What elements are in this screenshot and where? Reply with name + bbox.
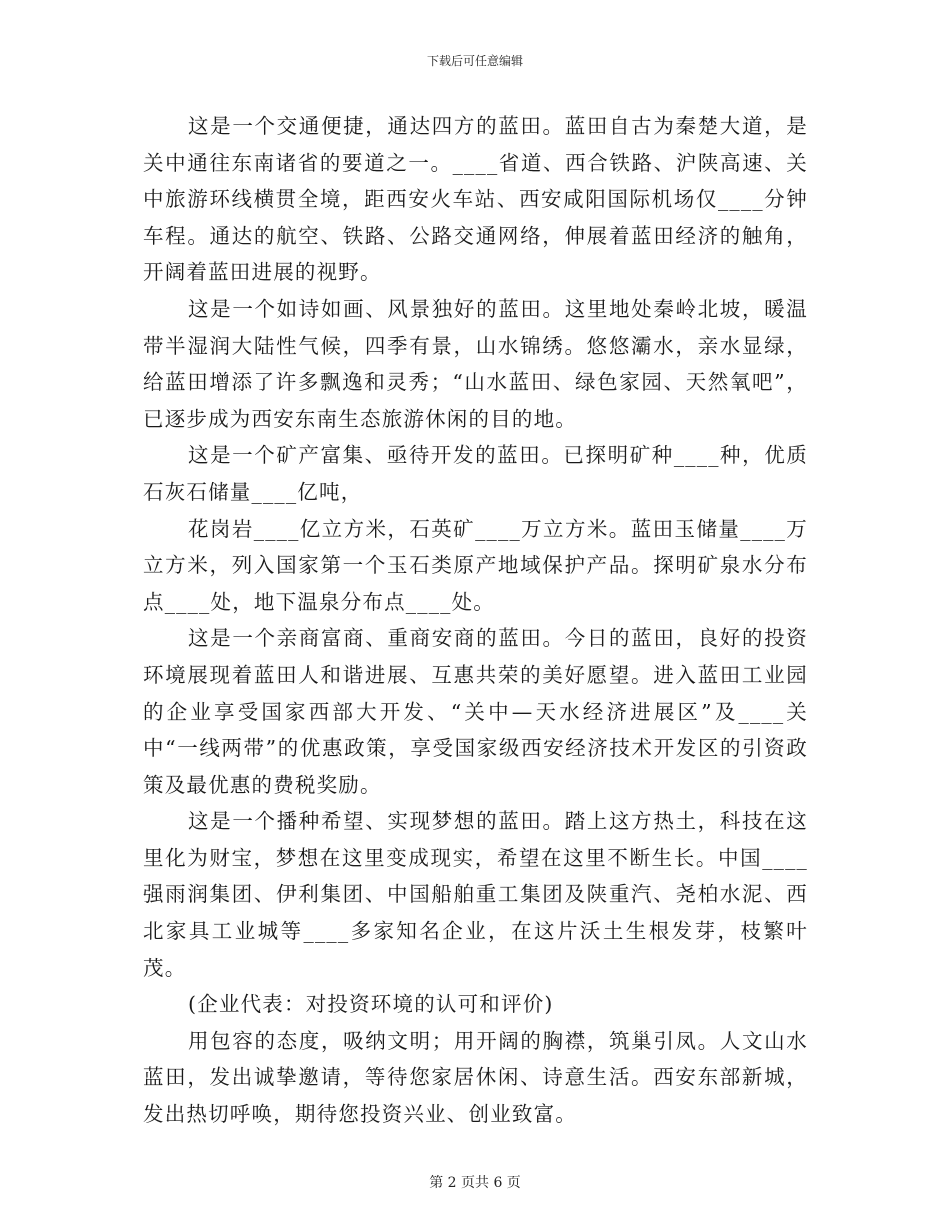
page-header: 下载后可任意编辑: [426, 54, 523, 68]
document-body: [143, 108, 808, 1133]
paragraph-mineral-reserves: 花岗岩____亿立方米，石英矿____万立方米。蓝田玉储量____万立方米，列入国家第一个玉石类原产地域保护产品。探明矿泉水分布点____处，地下温泉分布点____处。: [143, 516, 808, 614]
paragraph-enterprise-note: (企业代表：对投资环境的认可和评价): [188, 992, 554, 1017]
paragraph-scenery: 这是一个如诗如画、风景独好的蓝田。这里地处秦岭北坡，暖温带半湿润大陆性气候，四季有景，山水锦绣。悠悠灞水，亲水显绿，给蓝田增添了许多飘逸和灵秀；“山水蓝田、绿色家园、天然氧吧”，已逐步成为西安东南生态旅游休闲的目的地。: [143, 296, 808, 431]
paragraph-invitation: 用包容的态度，吸纳文明；用开阔的胸襟，筑巢引凤。人文山水蓝田，发出诚挚邀请，等待您家居休闲、诗意生活。西安东部新城，发出热切呼唤，期待您投资兴业、创业致富。: [143, 1028, 808, 1127]
paragraph-transportation: 这是一个交通便捷，通达四方的蓝田。蓝田自古为秦楚大道，是关中通往东南诸省的要道之一。____省道、西合铁路、沪陕高速、关中旅游环线横贯全境，距西安火车站、西安咸阳国际机场仅____分钟车程。通达的航空、铁路、公路交通网络，伸展着蓝田经济的触角，开阔着蓝田进展的视野。: [143, 114, 808, 285]
paragraph-hope: 这是一个播种希望、实现梦想的蓝田。踏上这方热土，科技在这里化为财宝，梦想在这里变成现实，希望在这里不断生长。中国____强雨润集团、伊利集团、中国船舶重工集团及陕重汽、尧柏水泥、西北家具工业城等____多家知名企业，在这片沃土生根发芽，枝繁叶茂。: [143, 809, 808, 980]
paragraph-minerals: 这是一个矿产富集、亟待开发的蓝田。已探明矿种____种，优质石灰石储量____亿吨，: [143, 443, 808, 504]
page-number: 第 2 页共 6 页: [429, 1175, 521, 1191]
paragraph-business: 这是一个亲商富商、重商安商的蓝田。今日的蓝田，良好的投资环境展现着蓝田人和谐进展、互惠共荣的美好愿望。进入蓝田工业园的企业享受国家西部大开发、“关中—天水经济进展区”及____关中“一线两带”的优惠政策，享受国家级西安经济技术开发区的引资政策及最优惠的费税奖励。: [143, 626, 808, 797]
